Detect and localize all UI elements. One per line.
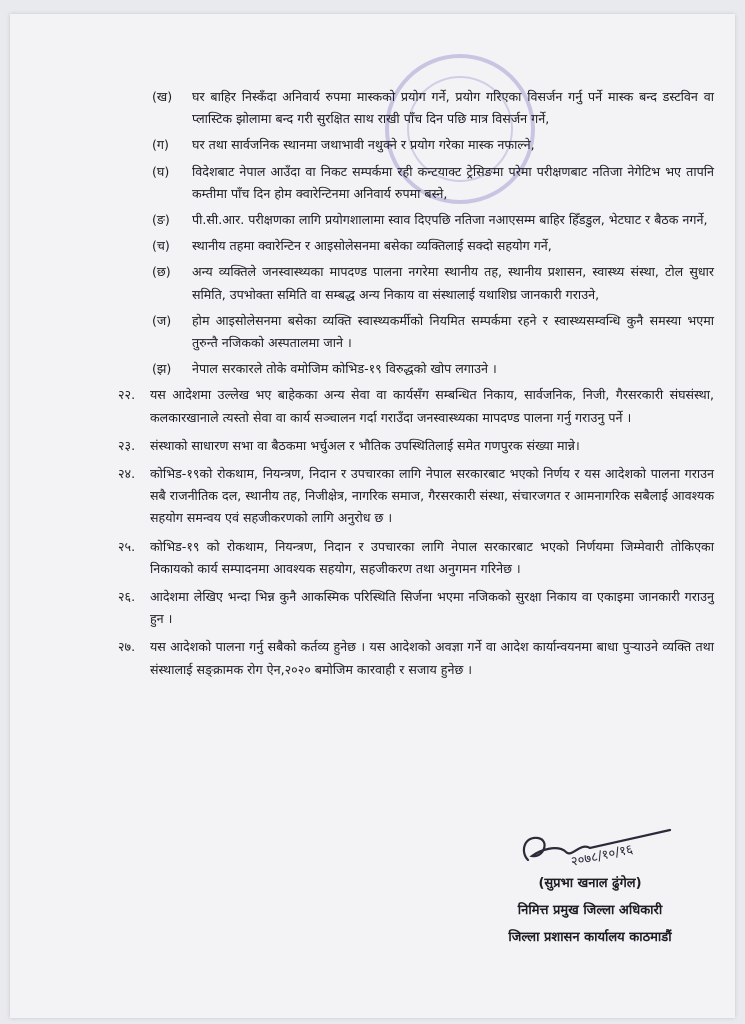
numbered-paragraph [118,586,714,630]
numbered-paragraph [118,463,714,530]
numbered-paragraph-list [118,384,714,680]
paragraph-text: यस आदेशमा उल्लेख भए बाहेकका अन्य सेवा वा कार्यसँग सम्बन्धित निकाय, सार्वजनिक, निजी, गैरसरकारी संघसंस्था, कलकारखानाले त्यस्तो सेवा वा कार्य सञ्चालन गर्दा गराउँदा जनस्वास्थ्यका मापदण्ड पालना गर्नु गराउनु पर्ने । [150,387,714,425]
sub-item-text: घर तथा सार्वजनिक स्थानमा जथाभावी नथुक्ने र प्रयोग गरेका मास्क नफाल्ने, [192,137,535,153]
numbered-paragraph [118,435,714,457]
paragraph-number: २५. [118,538,136,554]
sub-item-label: (झ) [152,361,172,377]
sub-item [152,310,714,354]
sub-item [152,358,714,380]
signatory-title: निमित्त प्रमुख जिल्ला अधिकारी [517,903,663,918]
sub-item [152,86,714,130]
numbered-paragraph [118,384,714,428]
paragraph-number: २४. [118,466,136,482]
signatory-office: जिल्ला प्रशासन कार्यालय काठमाडौं [508,930,672,945]
sub-item [152,261,714,305]
sub-item-list [118,86,714,380]
paragraph-number: २२. [118,387,136,403]
sub-item-label: (ग) [152,137,169,153]
sub-item-text: पी.सी.आर. परीक्षणका लागि प्रयोगशालामा स्वाव दिएपछि नतिजा नआएसम्म बाहिर हिँडडुल, भेटघाट र बैठक नगर्ने, [192,212,708,228]
paragraph-text: यस आदेशको पालना गर्नु सबैको कर्तव्य हुनेछ । यस आदेशको अवज्ञा गर्ने वा आदेश कार्यान्वयनमा बाधा पुऱ्याउने व्यक्ति तथा संस्थालाई सङ्क्रामक रोग ऐन,२०२० बमोजिम कारवाही र सजाय हुनेछ । [150,639,714,677]
sub-item-text: घर बाहिर निस्कँदा अनिवार्य रुपमा मास्कको प्रयोग गर्ने, प्रयोग गरिएका विसर्जन गर्नु पर्ने मास्क बन्द डस्टविन वा प्लास्टिक झोलामा बन्द गरी सुरक्षित साथ राखी पाँच दिन पछि मात्र विसर्जन गर्ने, [192,89,714,127]
sub-item-text: नेपाल सरकारले तोके वमोजिम कोभिड-१९ विरुद्धको खोप लगाउने । [192,361,497,377]
sub-item [152,209,714,231]
signature-date: २०७८/१०/१६ [569,842,635,870]
sub-item-label: (घ) [152,163,170,179]
paragraph-text: कोभिड-१९ को रोकथाम, नियन्त्रण, निदान र उपचारका लागि नेपाल सरकारबाट भएको निर्णयमा जिम्मेवारी तोकिएका निकायको कार्य सम्पादनमा आवश्यक सहयोग, सहजीकरण तथा अनुगमन गरिनेछ । [150,538,714,576]
sub-item-label: (ज) [152,312,172,328]
sub-item-text: होम आइसोलेसनमा बसेका व्यक्ति स्वास्थ्यकर्मीको नियमित सम्पर्कमा रहने र स्वास्थ्यसम्वन्धि कुनै समस्या भएमा तुरुन्तै नजिकको अस्पतालमा जाने । [192,312,714,351]
signatory-block [480,870,700,951]
document-body [118,86,714,687]
sub-item-text: स्थानीय तहमा क्वारेन्टिन र आइसोलेसनमा बसेका व्यक्तिलाई सक्दो सहयोग गर्ने, [192,238,552,254]
sub-item-text: विदेशबाट नेपाल आउँदा वा निकट सम्पर्कमा रही कन्टयाक्ट ट्रेसिङमा परेमा परीक्षणबाट नतिजा नेगेटिभ भए तापनि कम्तीमा पाँच दिन होम क्वारेन्टिनमा अनिवार्य रुपमा बस्ने, [192,163,714,201]
sub-item-label: (ङ) [152,212,170,228]
document-page [10,14,735,1018]
paragraph-number: २३. [118,437,136,453]
paragraph-text: आदेशमा लेखिए भन्दा भिन्न कुनै आकस्मिक परिस्थिति सिर्जना भएमा नजिकको सुरक्षा निकाय वा एकाइमा जानकारी गराउनु हुन । [150,589,714,627]
sub-item-label: (छ) [152,264,171,280]
sub-item-label: (ख) [152,89,173,104]
signatory-name: (सुप्रभा खनाल ढुंगेल) [538,876,642,891]
numbered-paragraph [118,536,714,580]
paragraph-number: २६. [118,589,136,605]
sub-item-text: अन्य व्यक्तिले जनस्वास्थ्यका मापदण्ड पालना नगरेमा स्थानीय तह, स्थानीय प्रशासन, स्वास्थ्य संस्था, टोल सुधार समिति, उपभोक्ता समिति वा सम्बद्ध अन्य निकाय वा संस्थालाई यथाशिघ्र जानकारी गराउने, [192,264,714,302]
sub-item-label: (च) [152,238,170,254]
paragraph-number: २७. [118,639,136,655]
paragraph-text: संस्थाको साधारण सभा वा बैठकमा भर्चुअल र भौतिक उपस्थितिलाई समेत गणपुरक संख्या मान्ने। [150,437,580,453]
sub-item [152,134,714,156]
paragraph-text: कोभिड-१९को रोकथाम, नियन्त्रण, निदान र उपचारका लागि नेपाल सरकारबाट भएको निर्णय र यस आदेशको पालना गराउन सबै राजनीतिक दल, स्थानीय तह, निजीक्षेत्र, नागरिक समाज, गैरसरकारी संस्था, संचारजगत र आमनागरिक सबैलाई आवश्यक सहयोग समन्वय एवं सहजीकरणको लागि अनुरोध छ । [150,466,714,526]
numbered-paragraph [118,636,714,680]
sub-item [152,235,714,257]
sub-item [152,161,714,205]
